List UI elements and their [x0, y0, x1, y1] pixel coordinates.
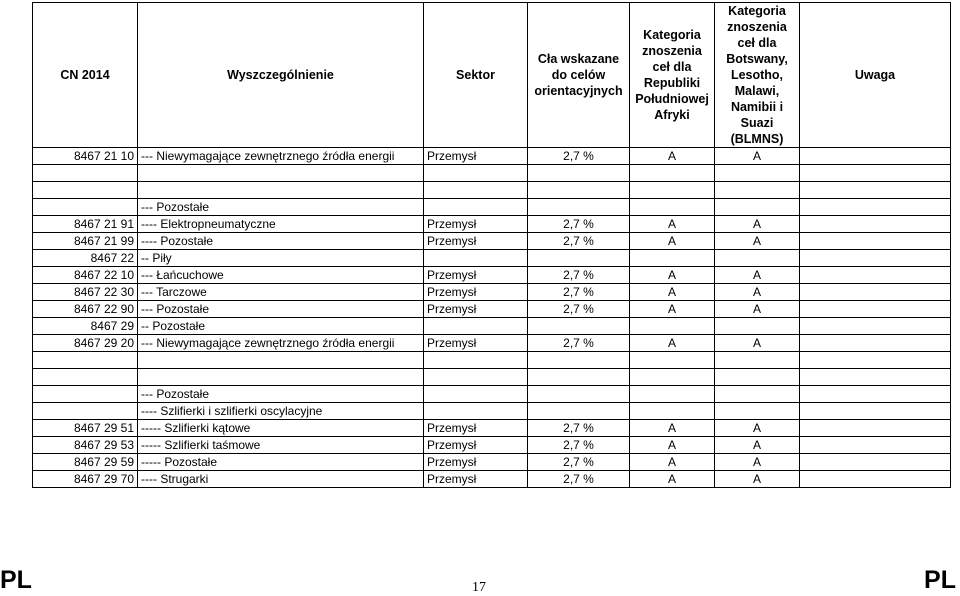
- table-row: [33, 352, 951, 369]
- cell-rate: [528, 369, 630, 386]
- cell-sector: [424, 250, 528, 267]
- cell-rate: 2,7 %: [528, 301, 630, 318]
- table-row: [33, 182, 951, 199]
- cell-code: 8467 29 51: [33, 420, 138, 437]
- footer-language-left: PL: [0, 566, 32, 594]
- cell-category-blmns: [715, 352, 800, 369]
- header-sector: Sektor: [424, 3, 528, 148]
- cell-category-blmns: A: [715, 267, 800, 284]
- cell-rate: 2,7 %: [528, 284, 630, 301]
- cell-note: [800, 369, 951, 386]
- cell-category-south-africa: [630, 250, 715, 267]
- cell-code: 8467 29 70: [33, 471, 138, 488]
- cell-rate: [528, 386, 630, 403]
- cell-code: 8467 29 53: [33, 437, 138, 454]
- header-description: Wyszczególnienie: [138, 3, 424, 148]
- cell-code: 8467 21 91: [33, 216, 138, 233]
- table-row: [33, 250, 951, 267]
- cell-description: [138, 165, 424, 182]
- table-row: [33, 386, 951, 403]
- cell-sector: [424, 403, 528, 420]
- cell-description: ---- Pozostałe: [138, 233, 424, 250]
- cell-rate: 2,7 %: [528, 454, 630, 471]
- cell-sector: [424, 386, 528, 403]
- cell-rate: [528, 352, 630, 369]
- header-category-south-africa: Kategoria znoszenia ceł dla Republiki Południowej Afryki: [630, 3, 715, 148]
- table-row: [33, 403, 951, 420]
- cell-note: [800, 216, 951, 233]
- cell-category-blmns: [715, 250, 800, 267]
- cell-note: [800, 335, 951, 352]
- cell-rate: [528, 199, 630, 216]
- cell-sector: [424, 352, 528, 369]
- table-row: [33, 233, 951, 250]
- table-row: [33, 471, 951, 488]
- cell-code: [33, 199, 138, 216]
- table-row: [33, 335, 951, 352]
- table-row: [33, 284, 951, 301]
- table-row: [33, 318, 951, 335]
- table-row: [33, 369, 951, 386]
- cell-sector: Przemysł: [424, 437, 528, 454]
- cell-description: --- Pozostałe: [138, 301, 424, 318]
- cell-note: [800, 386, 951, 403]
- cell-rate: [528, 318, 630, 335]
- cell-category-south-africa: A: [630, 284, 715, 301]
- cell-sector: Przemysł: [424, 420, 528, 437]
- cell-code: 8467 29 20: [33, 335, 138, 352]
- cell-sector: Przemysł: [424, 471, 528, 488]
- cell-category-south-africa: A: [630, 148, 715, 165]
- cell-sector: Przemysł: [424, 335, 528, 352]
- cell-code: [33, 182, 138, 199]
- cell-code: 8467 21 10: [33, 148, 138, 165]
- cell-note: [800, 403, 951, 420]
- cell-category-blmns: A: [715, 148, 800, 165]
- cell-sector: Przemysł: [424, 284, 528, 301]
- cell-note: [800, 437, 951, 454]
- table-row: [33, 267, 951, 284]
- header-note: Uwaga: [800, 3, 951, 148]
- cell-category-blmns: [715, 369, 800, 386]
- header-rate: Cła wskazane do celów orientacyjnych: [528, 3, 630, 148]
- cell-description: -- Pozostałe: [138, 318, 424, 335]
- cell-rate: [528, 182, 630, 199]
- cell-code: 8467 29: [33, 318, 138, 335]
- cell-description: --- Pozostałe: [138, 199, 424, 216]
- cell-description: -- Piły: [138, 250, 424, 267]
- cell-code: 8467 29 59: [33, 454, 138, 471]
- cell-note: [800, 267, 951, 284]
- table-header-row: [33, 3, 951, 148]
- cell-code: [33, 352, 138, 369]
- cell-category-blmns: A: [715, 216, 800, 233]
- cell-category-south-africa: A: [630, 437, 715, 454]
- cell-category-blmns: [715, 165, 800, 182]
- cell-note: [800, 352, 951, 369]
- cell-category-south-africa: A: [630, 454, 715, 471]
- cell-category-south-africa: [630, 182, 715, 199]
- cell-category-blmns: [715, 403, 800, 420]
- cell-category-blmns: A: [715, 420, 800, 437]
- cell-rate: 2,7 %: [528, 335, 630, 352]
- table-row: [33, 437, 951, 454]
- cell-sector: Przemysł: [424, 454, 528, 471]
- cell-note: [800, 233, 951, 250]
- cell-code: [33, 403, 138, 420]
- table-row: [33, 454, 951, 471]
- footer-language-right: PL: [924, 566, 956, 594]
- cell-code: 8467 22 10: [33, 267, 138, 284]
- cell-sector: [424, 318, 528, 335]
- cell-rate: 2,7 %: [528, 420, 630, 437]
- cell-category-south-africa: [630, 318, 715, 335]
- cell-sector: [424, 182, 528, 199]
- cell-description: --- Pozostałe: [138, 386, 424, 403]
- cell-sector: Przemysł: [424, 216, 528, 233]
- cell-sector: [424, 165, 528, 182]
- header-cn: CN 2014: [33, 3, 138, 148]
- cell-code: 8467 21 99: [33, 233, 138, 250]
- cell-description: ---- Strugarki: [138, 471, 424, 488]
- cell-note: [800, 454, 951, 471]
- table-row: [33, 199, 951, 216]
- cell-sector: [424, 369, 528, 386]
- cell-category-south-africa: A: [630, 301, 715, 318]
- cell-category-blmns: A: [715, 301, 800, 318]
- cell-note: [800, 165, 951, 182]
- cell-rate: [528, 165, 630, 182]
- cell-category-blmns: [715, 318, 800, 335]
- cell-category-south-africa: A: [630, 267, 715, 284]
- cell-code: 8467 22 90: [33, 301, 138, 318]
- cell-category-blmns: [715, 199, 800, 216]
- cell-code: 8467 22 30: [33, 284, 138, 301]
- cell-description: ---- Elektropneumatyczne: [138, 216, 424, 233]
- cell-rate: 2,7 %: [528, 267, 630, 284]
- cell-sector: Przemysł: [424, 301, 528, 318]
- cell-description: --- Niewymagające zewnętrznego źródła energii: [138, 148, 424, 165]
- cell-category-south-africa: A: [630, 471, 715, 488]
- cell-category-blmns: A: [715, 233, 800, 250]
- cell-category-south-africa: [630, 369, 715, 386]
- cell-note: [800, 301, 951, 318]
- cell-rate: [528, 250, 630, 267]
- cell-category-south-africa: A: [630, 420, 715, 437]
- cell-description: [138, 182, 424, 199]
- cell-description: ---- Szlifierki i szlifierki oscylacyjne: [138, 403, 424, 420]
- cell-category-south-africa: [630, 352, 715, 369]
- cell-sector: Przemysł: [424, 267, 528, 284]
- cell-description: [138, 352, 424, 369]
- cell-note: [800, 148, 951, 165]
- cell-note: [800, 471, 951, 488]
- cell-code: [33, 386, 138, 403]
- cell-rate: 2,7 %: [528, 437, 630, 454]
- cell-category-blmns: [715, 386, 800, 403]
- table-body: [33, 148, 951, 488]
- cell-sector: Przemysł: [424, 148, 528, 165]
- cell-category-south-africa: A: [630, 216, 715, 233]
- cell-rate: 2,7 %: [528, 471, 630, 488]
- cell-category-blmns: A: [715, 335, 800, 352]
- cell-category-blmns: [715, 182, 800, 199]
- cell-category-south-africa: [630, 403, 715, 420]
- cell-description: [138, 369, 424, 386]
- cell-description: --- Niewymagające zewnętrznego źródła energii: [138, 335, 424, 352]
- cell-category-blmns: A: [715, 437, 800, 454]
- cell-note: [800, 250, 951, 267]
- cell-note: [800, 420, 951, 437]
- tariff-table: [32, 2, 951, 488]
- cell-category-south-africa: [630, 386, 715, 403]
- page-number: 17: [472, 580, 486, 595]
- cell-note: [800, 318, 951, 335]
- cell-code: [33, 165, 138, 182]
- cell-description: --- Tarczowe: [138, 284, 424, 301]
- cell-rate: 2,7 %: [528, 148, 630, 165]
- cell-category-blmns: A: [715, 284, 800, 301]
- cell-category-blmns: A: [715, 454, 800, 471]
- cell-category-south-africa: [630, 199, 715, 216]
- table-row: [33, 148, 951, 165]
- cell-note: [800, 284, 951, 301]
- cell-description: ----- Szlifierki kątowe: [138, 420, 424, 437]
- table-row: [33, 216, 951, 233]
- cell-code: [33, 369, 138, 386]
- table-row: [33, 420, 951, 437]
- cell-description: ----- Szlifierki taśmowe: [138, 437, 424, 454]
- cell-category-south-africa: A: [630, 335, 715, 352]
- header-category-blmns: Kategoria znoszenia ceł dla Botswany, Lesotho, Malawi, Namibii i Suazi (BLMNS): [715, 3, 800, 148]
- table-row: [33, 165, 951, 182]
- cell-description: ----- Pozostałe: [138, 454, 424, 471]
- cell-sector: [424, 199, 528, 216]
- cell-note: [800, 199, 951, 216]
- cell-category-blmns: A: [715, 471, 800, 488]
- cell-category-south-africa: A: [630, 233, 715, 250]
- cell-note: [800, 182, 951, 199]
- cell-category-south-africa: [630, 165, 715, 182]
- cell-code: 8467 22: [33, 250, 138, 267]
- cell-description: --- Łańcuchowe: [138, 267, 424, 284]
- cell-rate: [528, 403, 630, 420]
- table-row: [33, 301, 951, 318]
- cell-rate: 2,7 %: [528, 216, 630, 233]
- cell-sector: Przemysł: [424, 233, 528, 250]
- cell-rate: 2,7 %: [528, 233, 630, 250]
